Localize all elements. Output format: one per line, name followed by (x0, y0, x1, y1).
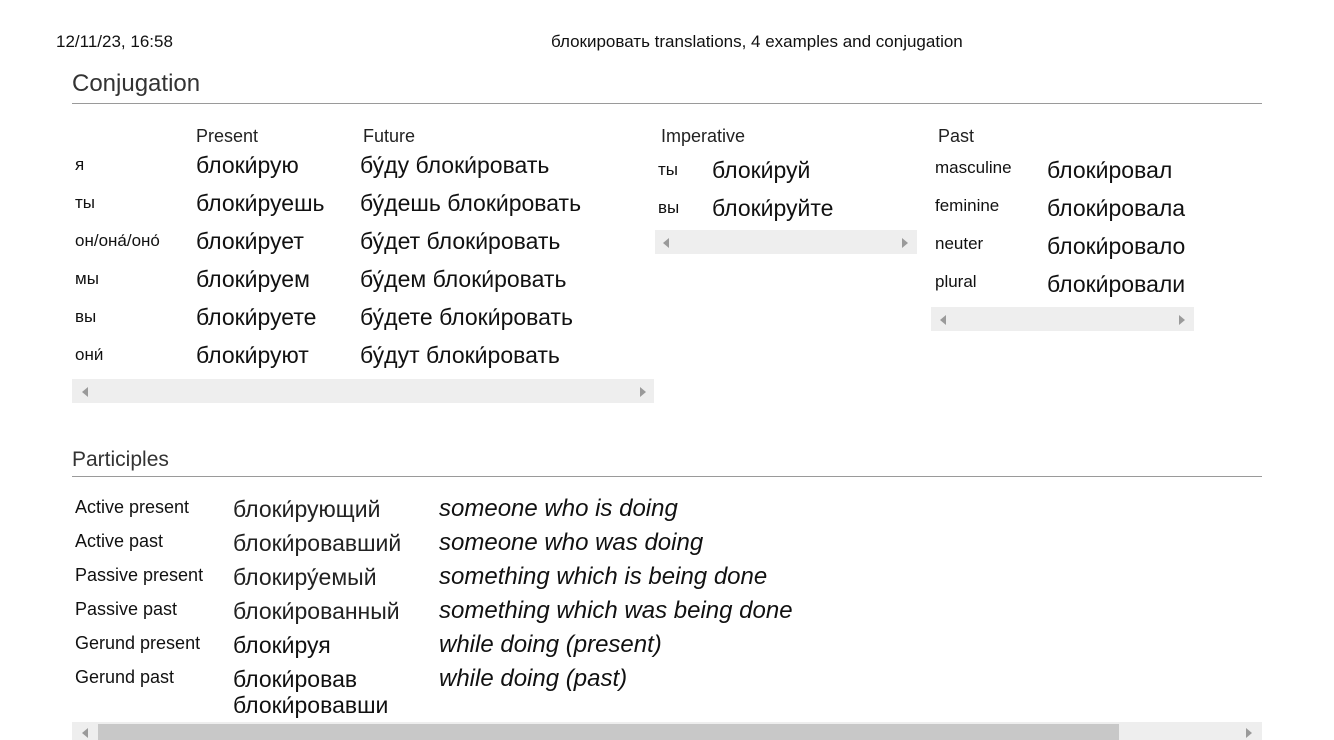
future-form: бу́дут блоки́ровать (360, 342, 560, 368)
present-form: блоки́рует (196, 228, 304, 254)
future-header: Future (363, 126, 416, 146)
present-form: блоки́руем (196, 266, 310, 292)
participle-label: Gerund present (75, 633, 201, 653)
future-form: бу́дем блоки́ровать (360, 266, 567, 292)
participle-form-alt: блоки́ровавши (233, 692, 389, 718)
imperative-header: Imperative (661, 126, 746, 146)
participles-table-scrollbar[interactable] (72, 722, 1262, 740)
pronoun-cell: ты (75, 193, 96, 212)
pronoun-cell: я (75, 155, 85, 174)
participle-label: Passive present (75, 565, 204, 585)
gender-label: neuter (935, 234, 984, 253)
participle-gloss: someone who is doing (439, 495, 678, 522)
present-form: блоки́рую (196, 152, 299, 178)
participle-gloss: while doing (present) (439, 631, 662, 658)
chevron-left-icon[interactable] (82, 728, 88, 738)
pronoun-cell: они́ (75, 345, 104, 364)
gender-label: plural (935, 272, 977, 291)
chevron-left-icon[interactable] (82, 387, 88, 397)
participle-form: блоки́ровав (233, 666, 358, 692)
present-header: Present (196, 126, 259, 146)
participle-gloss: while doing (past) (439, 665, 628, 692)
participles-heading: Participles (72, 448, 169, 471)
past-form: блоки́ровало (1047, 233, 1186, 259)
participle-form: блоки́ровавший (233, 530, 402, 556)
participle-gloss: someone who was doing (439, 529, 704, 556)
present-form: блоки́руют (196, 342, 309, 368)
past-header: Past (938, 126, 975, 146)
gender-label: masculine (935, 158, 1012, 177)
chevron-left-icon[interactable] (663, 238, 669, 248)
participle-gloss: something which was being done (439, 597, 793, 624)
future-form: бу́дешь блоки́ровать (360, 190, 582, 216)
future-form: бу́ду блоки́ровать (360, 152, 550, 178)
participle-label: Passive past (75, 599, 178, 619)
pronoun-cell: ты (658, 160, 679, 179)
participle-gloss: something which is being done (439, 563, 768, 590)
gender-label: feminine (935, 196, 1000, 215)
chevron-right-icon[interactable] (640, 387, 646, 397)
participle-label: Gerund past (75, 667, 175, 687)
imperative-table-scrollbar[interactable] (655, 230, 917, 254)
participle-form: блоки́рующий (233, 496, 381, 522)
participle-form: блокиру́емый (233, 564, 377, 590)
participle-form: блоки́рованный (233, 598, 400, 624)
present-form: блоки́руешь (196, 190, 325, 216)
pronoun-cell: он/она́/оно́ (75, 231, 160, 250)
print-title: блокировать translations, 4 examples and conjugation (551, 32, 963, 51)
past-form: блоки́ровала (1047, 195, 1186, 221)
past-table-scrollbar[interactable] (931, 307, 1194, 331)
future-form: бу́дете блоки́ровать (360, 304, 573, 330)
present-form: блоки́руете (196, 304, 317, 330)
participles-divider (72, 476, 1262, 477)
chevron-left-icon[interactable] (940, 315, 946, 325)
past-form: блоки́ровал (1047, 157, 1173, 183)
chevron-right-icon[interactable] (902, 238, 908, 248)
chevron-right-icon[interactable] (1179, 315, 1185, 325)
participle-form: блоки́руя (233, 632, 331, 658)
pronoun-cell: вы (75, 307, 97, 326)
conjugation-heading: Conjugation (72, 70, 201, 97)
participle-label: Active past (75, 531, 164, 551)
past-form: блоки́ровали (1047, 271, 1186, 297)
scrollbar-thumb[interactable] (98, 724, 1119, 740)
pronoun-cell: вы (658, 198, 680, 217)
print-date: 12/11/23, 16:58 (56, 32, 173, 51)
future-form: бу́дет блоки́ровать (360, 228, 561, 254)
chevron-right-icon[interactable] (1246, 728, 1252, 738)
pronoun-cell: мы (75, 269, 99, 288)
imperative-form: блоки́руйте (712, 195, 834, 221)
conjugation-divider (72, 103, 1262, 104)
participle-label: Active present (75, 497, 190, 517)
imperative-form: блоки́руй (712, 157, 811, 183)
conjugation-table-scrollbar[interactable] (72, 379, 654, 403)
